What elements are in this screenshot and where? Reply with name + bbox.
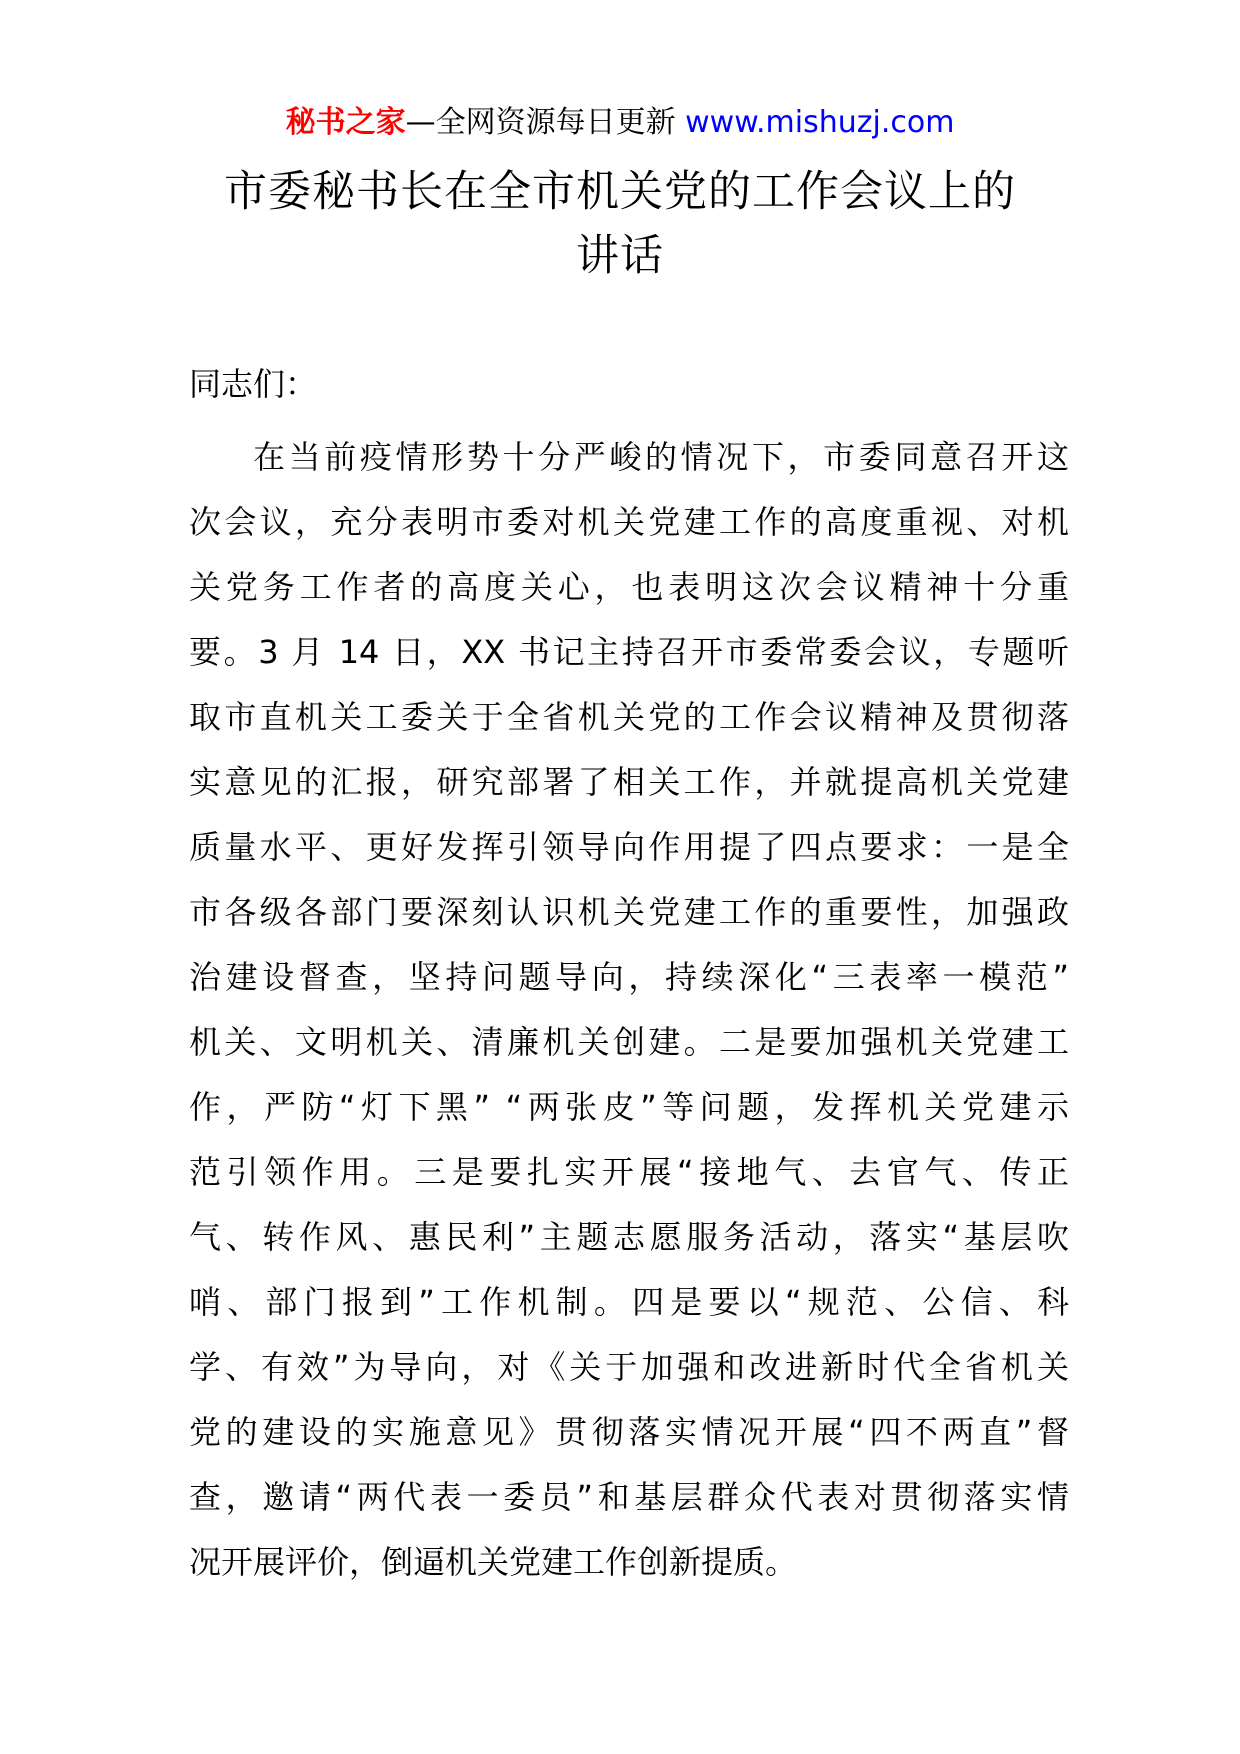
paragraph-line: 查，邀请“两代表一委员”和基层群众代表对贯彻落实情 (189, 1478, 1069, 1516)
paragraph-line: 实意见的汇报，研究部署了相关工作，并就提高机关党建 (189, 763, 1069, 801)
paragraph-line: 要。3 月 14 日，XX 书记主持召开市委常委会议，专题听 (189, 633, 1069, 671)
paragraph-line: 学、有效”为导向，对《关于加强和改进新时代全省机关 (189, 1348, 1069, 1386)
paragraph-line: 机关、文明机关、清廉机关创建。二是要加强机关党建工 (189, 1023, 1069, 1061)
paragraph-line: 范引领作用。三是要扎实开展“接地气、去官气、传正 (189, 1153, 1069, 1191)
salutation: 同志们： (189, 365, 318, 403)
paragraph-line: 党的建设的实施意见》贯彻落实情况开展“四不两直”督 (189, 1413, 1069, 1451)
document-title (170, 160, 1070, 288)
paragraph-line: 治建设督查，坚持问题导向，持续深化“三表率一模范” (189, 958, 1069, 996)
banner-url-link[interactable]: www.mishuzj.com (685, 105, 955, 140)
site-banner (0, 102, 1240, 144)
title-line: 市委秘书长在全市机关党的工作会议上的 (224, 167, 1016, 217)
banner-brand: 秘书之家 (285, 105, 406, 140)
paragraph-line: 气、转作风、惠民利”主题志愿服务活动，落实“基层吹 (189, 1218, 1069, 1256)
paragraph-line: 质量水平、更好发挥引领导向作用提了四点要求：一是全 (189, 828, 1069, 866)
paragraph-line: 次会议，充分表明市委对机关党建工作的高度重视、对机 (189, 503, 1069, 541)
title-line: 讲话 (576, 231, 664, 281)
paragraph-line: 关党务工作者的高度关心，也表明这次会议精神十分重 (189, 568, 1069, 606)
paragraph-line: 况开展评价，倒逼机关党建工作创新提质。 (189, 1543, 798, 1581)
paragraph-line: 哨、部门报到”工作机制。四是要以“规范、公信、科 (189, 1283, 1069, 1321)
paragraph-line: 市各级各部门要深刻认识机关党建工作的重要性，加强政 (189, 893, 1069, 931)
paragraph-line: 取市直机关工委关于全省机关党的工作会议精神及贯彻落 (189, 698, 1069, 736)
speech-paragraph (189, 425, 1069, 1595)
paragraph-line: 作，严防“灯下黑” “两张皮”等问题，发挥机关党建示 (189, 1088, 1069, 1126)
banner-tagline: —全网资源每日更新 (405, 105, 686, 140)
paragraph-line: 在当前疫情形势十分严峻的情况下，市委同意召开这 (253, 438, 1069, 476)
